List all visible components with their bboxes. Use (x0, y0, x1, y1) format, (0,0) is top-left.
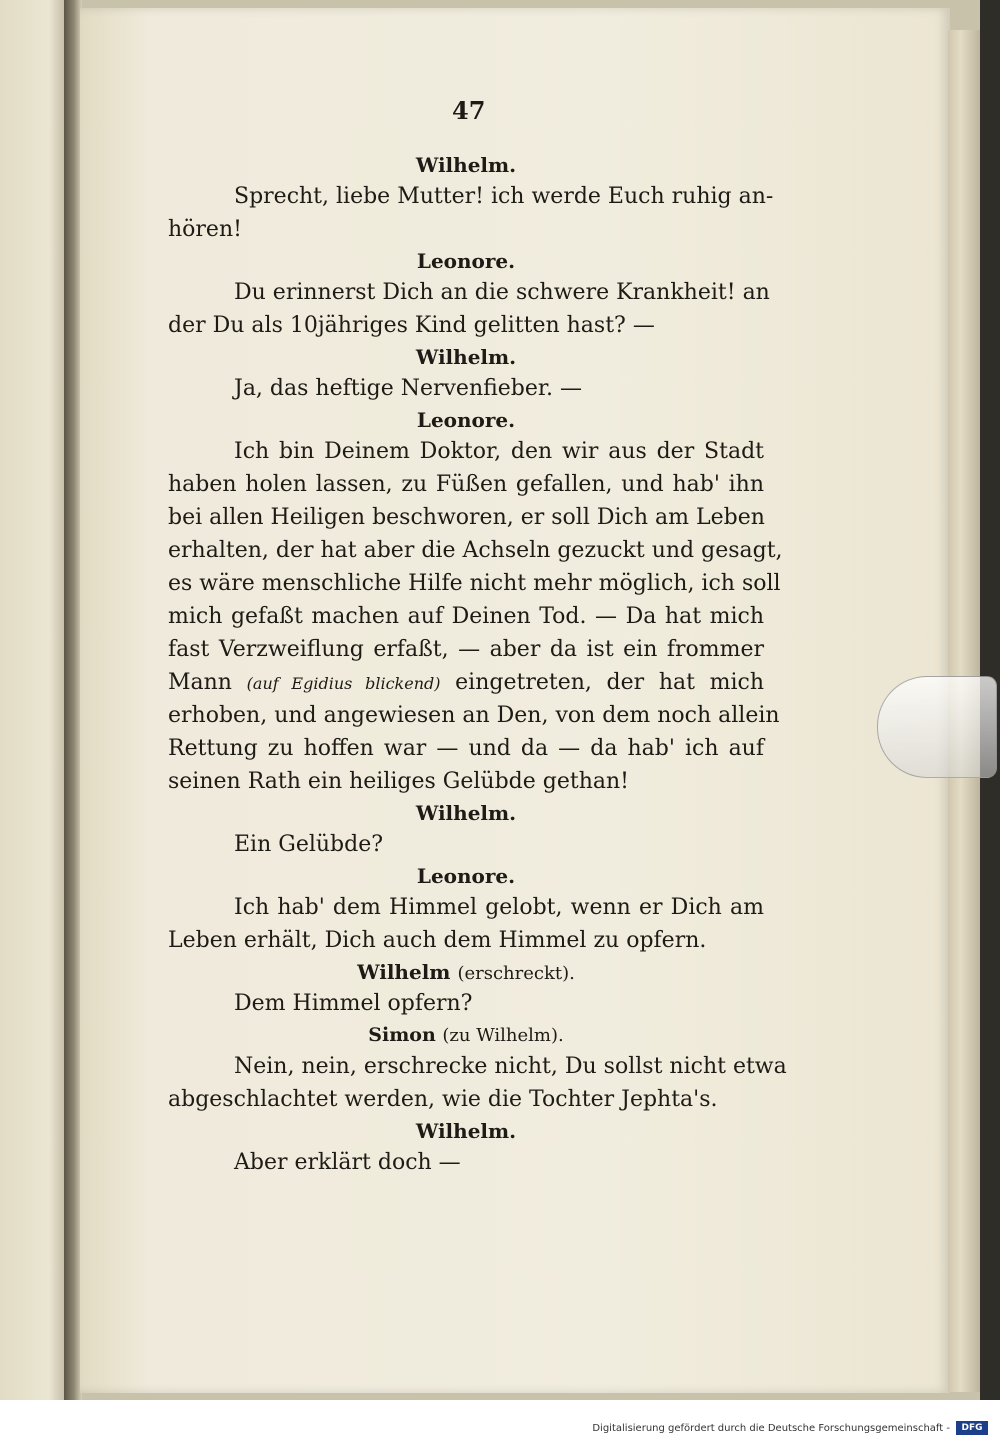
text-fragment: eingetreten, der hat mich (455, 670, 765, 695)
speaker-heading: Wilhelm. (415, 801, 517, 825)
text-line: bei allen Heiligen beschworen, er soll Dich am Leben (168, 505, 765, 530)
speaker-heading: Leonore. (416, 249, 516, 273)
page-text (168, 150, 787, 1179)
text-line: haben holen lassen, zu Füßen gefallen, und hab' ihn (168, 472, 764, 497)
speaker-heading: Leonore. (416, 408, 516, 432)
speaker-heading (168, 957, 764, 987)
text-line: fast Verzweiflung erfaßt, — aber da ist ein frommer (168, 637, 764, 662)
text-line: Du erinnerst Dich an die schwere Krankheit! an (234, 280, 770, 305)
speaker-heading: Wilhelm. (415, 345, 517, 369)
dfg-logo: DFG (956, 1421, 988, 1435)
text-line: Rettung zu hoffen war — und da — da hab' ich auf (168, 736, 764, 761)
text-line: der Du als 10jähriges Kind gelitten hast? — (168, 313, 655, 338)
text-line: Ich bin Deinem Doktor, den wir aus der Stadt (234, 439, 764, 464)
text-line: Aber erklärt doch — (234, 1150, 461, 1175)
text-line (168, 666, 764, 699)
text-line: erhalten, der hat aber die Achseln gezuckt und gesagt, (168, 538, 783, 563)
text-line: Leben erhält, Dich auch dem Himmel zu opfern. (168, 928, 707, 953)
funding-credit: Digitalisierung gefördert durch die Deutsche Forschungsgemeinschaft - (592, 1423, 950, 1434)
text-line: Ich hab' dem Himmel gelobt, wenn er Dich am (234, 895, 764, 920)
text-line: Nein, nein, erschrecke nicht, Du sollst nicht etwa (234, 1054, 787, 1079)
stage-direction: (zu Wilhelm). (442, 1025, 564, 1046)
text-line: Ja, das heftige Nervenfieber. — (234, 376, 582, 401)
text-fragment: Mann (168, 670, 232, 695)
text-line: hören! (168, 217, 242, 242)
text-line: seinen Rath ein heiliges Gelübde gethan! (168, 769, 630, 794)
text-line: mich gefaßt machen auf Deinen Tod. — Da hat mich (168, 604, 764, 629)
text-line: erhoben, und angewiesen an Den, von dem noch allein (168, 703, 780, 728)
text-line: Dem Himmel opfern? (234, 991, 473, 1016)
page-holder-clip (877, 676, 997, 778)
stage-direction: (auf Egidius blickend) (246, 674, 441, 693)
stage-direction: (erschreckt). (457, 963, 575, 984)
speaker-heading (168, 1020, 764, 1050)
speaker-name: Simon (368, 1024, 436, 1046)
speaker-heading: Leonore. (416, 864, 516, 888)
page-number: 47 (452, 96, 486, 125)
footer-bar (0, 1400, 1000, 1442)
text-line: Sprecht, liebe Mutter! ich werde Euch ruhig an- (234, 184, 774, 209)
text-line: es wäre menschliche Hilfe nicht mehr möglich, ich soll (168, 571, 781, 596)
text-line: abgeschlachtet werden, wie die Tochter Jephta's. (168, 1087, 718, 1112)
previous-page-edge (0, 0, 70, 1400)
speaker-name: Wilhelm (357, 960, 451, 984)
speaker-heading: Wilhelm. (415, 1119, 517, 1143)
speaker-heading: Wilhelm. (415, 153, 517, 177)
text-line: Ein Gelübde? (234, 832, 384, 857)
